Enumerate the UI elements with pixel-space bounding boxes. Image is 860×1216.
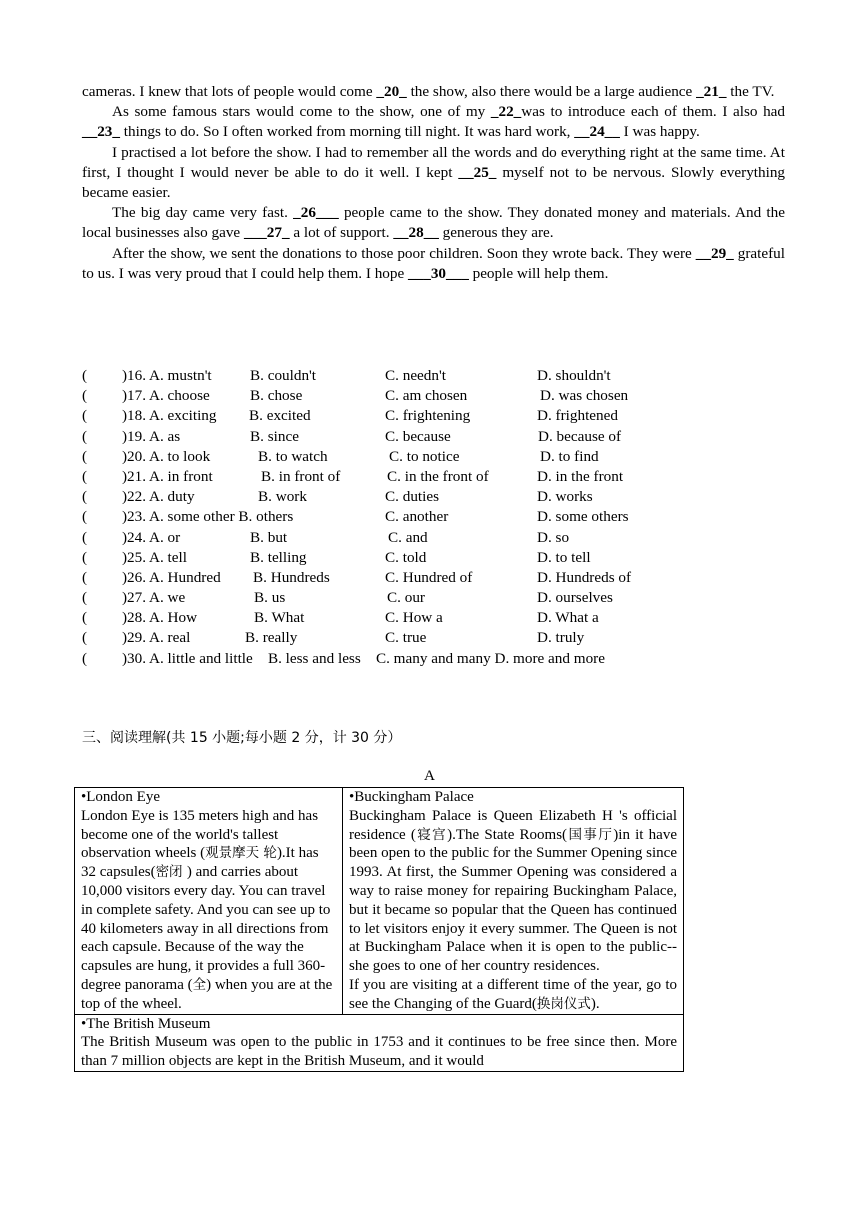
passage-paragraph-4: The big day came very fast. _26___ people came to the show. They donated money and materials. And the local businesses also gave ___27_ a lot of support. __28__ generous they are. <box>82 204 785 242</box>
option-d: D. was chosen <box>540 387 629 405</box>
option-d: D. some others <box>537 508 629 526</box>
question-22: ( )22. A. duty B. work C. duties D. works <box>82 487 782 507</box>
option-b: B. us <box>254 589 286 607</box>
option-a: )17. A. choose <box>122 387 210 405</box>
blank-20: _20_ <box>376 83 407 100</box>
option-a: )26. A. Hundred <box>122 568 221 586</box>
option-c: C. to notice <box>389 447 460 465</box>
option-b: B. telling <box>250 548 307 566</box>
question-list <box>82 366 782 669</box>
option-a: )23. A. some other B. others <box>122 508 294 526</box>
option-b: B. What <box>254 609 305 627</box>
option-c: C. and <box>388 528 428 546</box>
option-b: B. excited <box>249 407 311 425</box>
option-d: D. to tell <box>537 548 591 566</box>
question-28: ( )28. A. How B. What C. How a D. What a <box>82 608 782 628</box>
question-29: ( )29. A. real B. really C. true D. truly <box>82 628 782 648</box>
option-a: )28. A. How <box>122 609 198 627</box>
question-21: ( )21. A. in front B. in front of C. in the front of D. in the front <box>82 467 782 487</box>
buckingham-palace-cell <box>343 788 684 1015</box>
option-a: )24. A. or <box>122 528 181 546</box>
option-c: C. How a <box>385 609 443 627</box>
blank-23: __23_ <box>82 123 120 141</box>
option-a: )29. A. real <box>122 629 191 647</box>
question-16: ( )16. A. mustn't B. couldn't C. needn't D. shouldn't <box>82 366 782 386</box>
british-museum-cell <box>75 1014 684 1071</box>
option-c: C. because <box>385 427 451 445</box>
section-heading: 三、阅读理解(共 15 小题;每小题 2 分，计 30 分） <box>82 730 402 746</box>
question-30: ( )30. A. little and little B. less and less C. many and many D. more and more <box>82 649 782 669</box>
question-24: ( )24. A. or B. but C. and D. so <box>82 528 782 548</box>
question-25: ( )25. A. tell B. telling C. told D. to tell <box>82 548 782 568</box>
cloze-passage <box>82 82 785 284</box>
question-20: ( )20. A. to look B. to watch C. to notice D. to find <box>82 447 782 467</box>
option-b: B. chose <box>250 387 303 405</box>
blank-26: _26___ <box>293 204 339 222</box>
passage-paragraph-3: I practised a lot before the show. I had to remember all the words and do everything right at the same time. At first, I thought I would never be able to do it well. I kept __25_ myself not to be nervous. Slowly everything became easier. <box>82 143 786 202</box>
option-a: )16. A. mustn't <box>122 367 212 384</box>
option-c: C. needn't <box>385 367 446 384</box>
london-eye-cell <box>75 788 343 1015</box>
option-d: D. Hundreds of <box>537 568 632 586</box>
option-c: C. in the front of <box>387 467 489 485</box>
passage-paragraph-1: cameras. I knew that lots of people would come _20_ the show, also there would be a large audience _21_ the TV. <box>82 83 775 100</box>
question-26: ( )26. A. Hundred B. Hundreds C. Hundred of D. Hundreds of <box>82 568 782 588</box>
option-b: B. Hundreds <box>253 568 330 586</box>
buckingham-text: Buckingham Palace is Queen Elizabeth H 's official residence (寝宫).The State Rooms(国事厅)in it have been open to the public for the Summer Opening since 1993. At first, the Summer Opening was considered a way to raise money for repairing Buckingham Palace, but it became so popular that the Queen has continued to let visitors enjoy it every summer. The Queen is not at Buckingham Palace when it is open to the public--she goes to one of her country residences. <box>349 807 677 975</box>
option-d: D. truly <box>537 629 585 647</box>
question-27: ( )27. A. we B. us C. our D. ourselves <box>82 588 782 608</box>
option-b: B. in front of <box>261 467 341 485</box>
museum-text: The British Museum was open to the public in 1753 and it continues to be free since then. More than 7 million objects are kept in the British Museum, and it would <box>81 1034 677 1070</box>
buckingham-heading: •Buckingham Palace <box>349 789 474 805</box>
option-d: D. to find <box>540 447 599 465</box>
question-17: ( )17. A. choose B. chose C. am chosen D. was chosen <box>82 386 782 406</box>
option-d: D. ourselves <box>537 589 613 607</box>
option-c: C. told <box>385 548 427 566</box>
option-c: C. frightening <box>385 407 471 425</box>
attractions-table <box>74 787 684 1072</box>
blank-21: _21_ <box>696 83 727 100</box>
option-c: C. duties <box>385 488 440 506</box>
option-b: B. to watch <box>258 447 328 465</box>
option-a: )27. A. we <box>122 589 186 607</box>
option-c: C. our <box>387 589 425 607</box>
museum-heading: •The British Museum <box>81 1015 211 1032</box>
blank-25: __25_ <box>458 163 497 181</box>
option-c: C. another <box>385 508 449 526</box>
question-23: ( )23. A. some other B. others C. another D. some others <box>82 507 782 527</box>
blank-29: __29_ <box>695 244 734 262</box>
option-b: B. since <box>250 427 299 445</box>
option-d: D. because of <box>538 427 622 445</box>
option-b: B. couldn't <box>250 367 317 384</box>
london-eye-text: London Eye is 135 meters high and has become one of the world's tallest observation wheels (观景摩天 轮).It has 32 capsules(密闭 ) and carries about 10,000 visitors every day. You can travel in complete safety. And you can see up to 40 kilometers away in all directions from each capsule. Because of the way the capsules are hung, it provides a full 360- degree panorama (全) when you are at the top of the wheel. <box>81 807 333 1012</box>
london-eye-heading: •London Eye <box>81 789 160 805</box>
option-a: )22. A. duty <box>122 488 195 506</box>
option-a: )25. A. tell <box>122 548 187 566</box>
option-b: B. but <box>250 528 288 546</box>
option-a: )19. A. as <box>122 427 181 445</box>
question-18: ( )18. A. exciting B. excited C. frightening D. frightened <box>82 406 782 426</box>
option-d: D. shouldn't <box>537 367 611 384</box>
option-a: )30. A. little and little B. less and less C. many and many D. more and more <box>122 649 605 667</box>
option-a: )20. A. to look <box>122 447 211 465</box>
passage-paragraph-5: After the show, we sent the donations to those poor children. Soon they wrote back. They were __29_ grateful to us. I was very proud that I could help them. I hope ___30___ people will help them. <box>82 244 785 282</box>
blank-24: __24__ <box>574 123 620 141</box>
option-c: C. Hundred of <box>385 568 473 586</box>
option-b: B. really <box>245 629 298 647</box>
blank-22: _22_ <box>490 103 522 121</box>
option-d: D. in the front <box>537 467 624 485</box>
passage-label: A <box>424 767 435 784</box>
option-d: D. works <box>537 488 593 506</box>
option-c: C. true <box>385 629 427 647</box>
passage-paragraph-2: As some famous stars would come to the show, one of my _22_was to introduce each of them. I also had __23_ things to do. So I often worked from morning till night. It was hard work, __24__ I was happy. <box>82 103 786 141</box>
option-c: C. am chosen <box>385 387 468 405</box>
option-d: D. so <box>537 528 570 546</box>
option-b: B. work <box>258 488 307 506</box>
option-d: D. What a <box>537 609 599 627</box>
table-row <box>75 788 684 1015</box>
table-row <box>75 1014 684 1071</box>
blank-30: ___30___ <box>408 264 469 282</box>
blank-28: __28__ <box>393 224 439 242</box>
question-19: ( )19. A. as B. since C. because D. because of <box>82 427 782 447</box>
option-a: )21. A. in front <box>122 467 213 485</box>
option-d: D. frightened <box>537 407 618 425</box>
buckingham-text-2: If you are visiting at a different time of the year, go to see the Changing of the Guard(换岗仪式). <box>349 976 677 1012</box>
option-a: )18. A. exciting <box>122 407 217 425</box>
blank-27: ___27_ <box>243 224 290 242</box>
